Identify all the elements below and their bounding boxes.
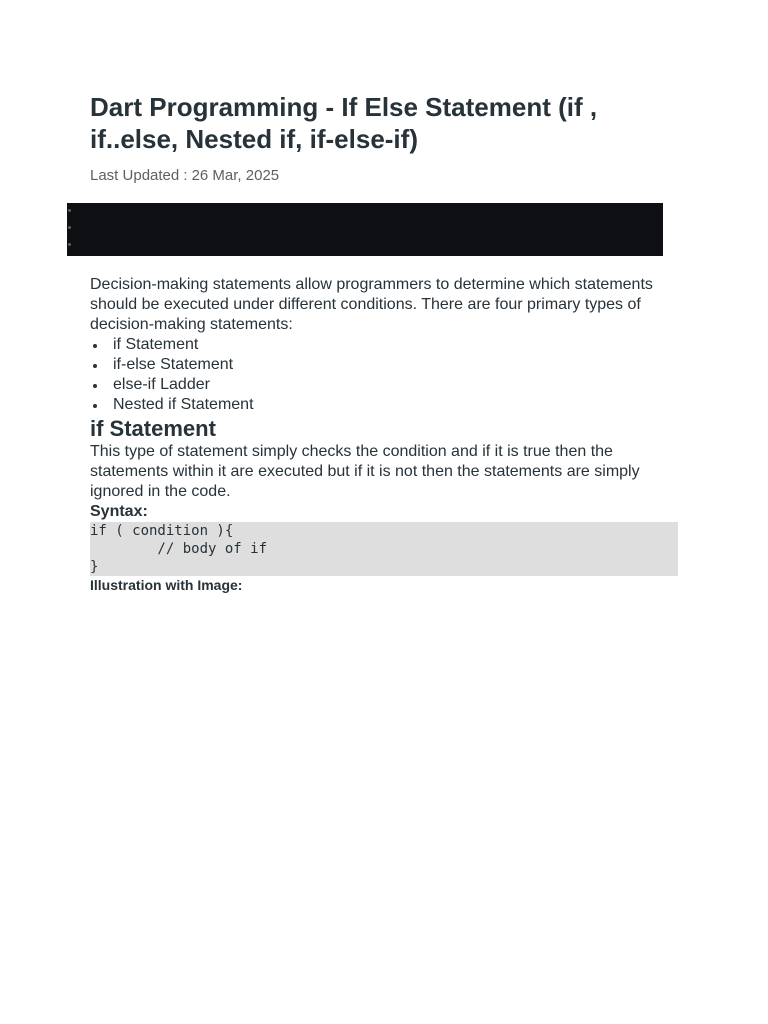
banner-dot bbox=[68, 243, 71, 246]
last-updated bbox=[90, 167, 279, 185]
syntax-label: Syntax: bbox=[90, 503, 148, 520]
illustration-label: Illustration with Image: bbox=[90, 577, 243, 593]
dark-banner bbox=[67, 203, 663, 256]
intro-paragraph: Decision-making statements allow programmers to determine which statements should be executed under different conditions. There are four primary types of decision-making statements: bbox=[90, 276, 653, 333]
list-item: if Statement bbox=[113, 335, 680, 355]
article-body bbox=[90, 275, 680, 594]
section-heading-if: if Statement bbox=[90, 416, 216, 441]
banner-dot bbox=[68, 209, 71, 212]
last-updated-date: 26 Mar, 2025 bbox=[191, 167, 280, 184]
types-list bbox=[90, 335, 680, 415]
page-title: Dart Programming - If Else Statement (if , if..else, Nested if, if-else-if) bbox=[90, 92, 598, 154]
list-item: Nested if Statement bbox=[113, 395, 680, 415]
last-updated-label: Last Updated : bbox=[90, 167, 188, 184]
list-item: if-else Statement bbox=[113, 355, 680, 375]
banner-dot bbox=[68, 226, 71, 229]
list-item: else-if Ladder bbox=[113, 375, 680, 395]
code-block: if ( condition ){ // body of if } bbox=[90, 522, 678, 576]
if-description: This type of statement simply checks the condition and if it is true then the statements within it are executed but if it is not then the statements are simply ignored in the code. bbox=[90, 443, 640, 500]
